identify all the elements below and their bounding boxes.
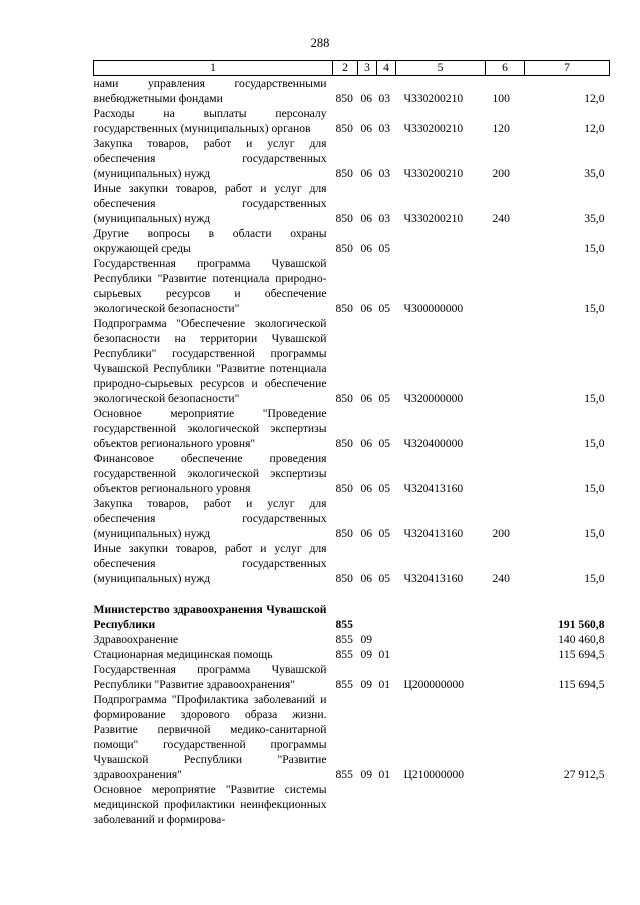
table-row [94,647,610,662]
row-target-article [396,647,486,662]
row-section-code: 06 [360,302,373,315]
table-row [94,406,610,451]
table-row [94,181,610,226]
row-subsection-code: 03 [378,167,391,180]
row-name: Расходы на выплаты персоналу государственных (муниципальных) органов [93,107,327,135]
row-section-code: 06 [360,92,373,105]
row-amount [525,782,610,827]
row-amount: 15,0 [584,482,605,495]
header-col-5: 5 [396,61,486,76]
row-name: Здравоохранение [93,633,179,646]
row-expense-type [486,662,525,692]
row-subsection-code: 05 [378,527,391,540]
table-spacer-row [94,586,610,602]
row-expense-type [486,451,525,496]
row-gr-code: 855 [335,768,353,781]
row-gr-code: 850 [335,212,353,225]
spacer-cell [94,586,610,602]
row-subsection-code: 05 [378,437,391,450]
header-col-7: 7 [525,61,610,76]
row-gr-code: 850 [335,392,353,405]
row-section-code: 09 [360,648,373,661]
row-target-article [396,602,486,632]
row-subsection-code: 05 [378,242,391,255]
header-col-3: 3 [358,61,377,76]
row-section-code: 06 [360,212,373,225]
table-row [94,541,610,586]
table-row [94,226,610,256]
row-name: Основное мероприятие "Проведение государственной экологической экспертизы объектов регионального уровня" [93,407,327,450]
row-section-code: 09 [360,633,373,646]
table-row [94,76,610,107]
table-row [94,662,610,692]
row-section-code: 06 [360,572,373,585]
row-gr-code [333,782,358,827]
row-name: Основное мероприятие "Развитие системы медицинской профилактики неинфекционных заболеваний и формирова- [93,783,327,826]
header-col-2: 2 [333,61,358,76]
table-row [94,496,610,541]
row-expense-type: 200 [492,527,510,540]
row-name: Государственная программа Чувашской Республики "Развитие потенциала природно-сырьевых ресурсов и обеспечение экологической безопасности" [93,257,327,315]
budget-table [93,60,610,827]
row-target-article: Ч320000000 [403,392,464,405]
row-target-article: Ч320400000 [403,437,464,450]
row-subsection-code [377,632,396,647]
table-row [94,632,610,647]
row-expense-type: 200 [492,167,510,180]
row-subsection-code: 05 [378,572,391,585]
row-gr-code: 850 [335,572,353,585]
row-gr-code: 850 [335,122,353,135]
header-col-6: 6 [486,61,525,76]
page-number: 288 [310,36,330,50]
row-amount: 15,0 [584,302,605,315]
row-expense-type: 240 [492,212,510,225]
row-target-article: Ч300000000 [403,302,464,315]
row-name: Финансовое обеспечение проведения государственной экологической экспертизы объектов регионального уровня [93,452,327,495]
row-expense-type [486,632,525,647]
row-subsection-code [377,602,396,632]
row-expense-type: 100 [492,92,510,105]
row-target-article [396,782,486,827]
row-expense-type [486,226,525,256]
row-expense-type: 120 [492,122,510,135]
row-expense-type [486,692,525,782]
row-expense-type: 240 [492,572,510,585]
table-row [94,106,610,136]
row-amount: 140 460,8 [558,633,605,646]
row-gr-code: 850 [335,302,353,315]
row-section-code: 09 [360,768,373,781]
table-row [94,692,610,782]
row-subsection-code: 05 [378,302,391,315]
row-section-code: 06 [360,167,373,180]
row-subsection-code [377,782,396,827]
row-amount: 15,0 [584,572,605,585]
row-target-article: Ч330200210 [403,122,464,135]
row-subsection-code: 01 [378,678,391,691]
row-amount: 191 560,8 [558,618,605,631]
row-subsection-code: 05 [378,482,391,495]
row-target-article: Ч320413160 [403,572,464,585]
table-row [94,316,610,406]
row-name: Стационарная медицинская помощь [93,648,273,661]
row-target-article: Ц210000000 [403,768,465,781]
table-row [94,451,610,496]
row-section-code [358,782,377,827]
row-subsection-code: 01 [378,768,391,781]
row-section-code: 06 [360,482,373,495]
row-gr-code: 850 [335,242,353,255]
row-name: Другие вопросы в области охраны окружающей среды [93,227,327,255]
row-name: нами управления государственными внебюджетными фондами [93,77,327,105]
row-target-article: Ч330200210 [403,212,464,225]
row-expense-type [486,602,525,632]
row-section-code: 09 [360,678,373,691]
row-gr-code: 850 [335,527,353,540]
header-col-1: 1 [94,61,333,76]
row-gr-code: 850 [335,437,353,450]
row-amount: 15,0 [584,437,605,450]
row-amount: 115 694,5 [558,678,605,691]
row-subsection-code: 01 [378,648,391,661]
row-name: Закупка товаров, работ и услуг для обеспечения государственных (муниципальных) нужд [93,137,327,180]
row-gr-code: 855 [335,678,353,691]
header-col-4: 4 [377,61,396,76]
row-amount: 15,0 [584,242,605,255]
row-gr-code: 855 [335,633,353,646]
row-subsection-code: 03 [378,122,391,135]
table-row [94,256,610,316]
table-row [94,782,610,827]
row-name: Министерство здравоохранения Чувашской Республики [93,603,327,631]
row-name: Подпрограмма "Профилактика заболеваний и формирование здорового образа жизни. Развитие первичной медико-санитарной помощи" государственной программы Чувашской Республики "Развитие здравоохранения" [93,693,327,781]
row-name: Закупка товаров, работ и услуг для обеспечения государственных (муниципальных) нужд [93,497,327,540]
row-expense-type [486,256,525,316]
row-section-code [358,602,377,632]
row-target-article: Ч320413160 [403,527,464,540]
row-expense-type [486,316,525,406]
row-amount: 35,0 [584,212,605,225]
row-amount: 35,0 [584,167,605,180]
table-row [94,602,610,632]
row-expense-type [486,406,525,451]
row-section-code: 06 [360,437,373,450]
row-gr-code: 850 [335,92,353,105]
table-header-row [94,61,610,76]
row-subsection-code: 03 [378,92,391,105]
row-target-article [396,226,486,256]
row-target-article [396,632,486,647]
row-subsection-code: 05 [378,392,391,405]
row-expense-type [486,647,525,662]
row-amount: 15,0 [584,392,605,405]
row-name: Подпрограмма "Обеспечение экологической безопасности на территории Чувашской Республики" государственной программы Чувашской Республики "Развитие потенциала природно-сырьевых ресурсов и обеспечение экологической безопасности" [93,317,327,405]
row-target-article: Ч330200210 [403,167,464,180]
row-name: Государственная программа Чувашской Республики "Развитие здравоохранения" [93,663,327,691]
table-row [94,136,610,181]
row-name: Иные закупки товаров, работ и услуг для обеспечения государственных (муниципальных) нужд [93,542,327,585]
row-section-code: 06 [360,392,373,405]
row-target-article: Ц200000000 [403,678,465,691]
row-section-code: 06 [360,242,373,255]
table-body [94,76,610,828]
row-amount: 27 912,5 [563,768,605,781]
row-expense-type [486,782,525,827]
row-target-article: Ч320413160 [403,482,464,495]
row-amount: 12,0 [584,122,605,135]
row-amount: 115 694,5 [558,648,605,661]
row-section-code: 06 [360,527,373,540]
row-target-article: Ч330200210 [403,92,464,105]
row-gr-code: 855 [335,648,353,661]
row-subsection-code: 03 [378,212,391,225]
row-gr-code: 855 [335,618,353,631]
row-gr-code: 850 [335,482,353,495]
row-amount: 15,0 [584,527,605,540]
row-gr-code: 850 [335,167,353,180]
row-name: Иные закупки товаров, работ и услуг для обеспечения государственных (муниципальных) нужд [93,182,327,225]
row-section-code: 06 [360,122,373,135]
row-amount: 12,0 [584,92,605,105]
